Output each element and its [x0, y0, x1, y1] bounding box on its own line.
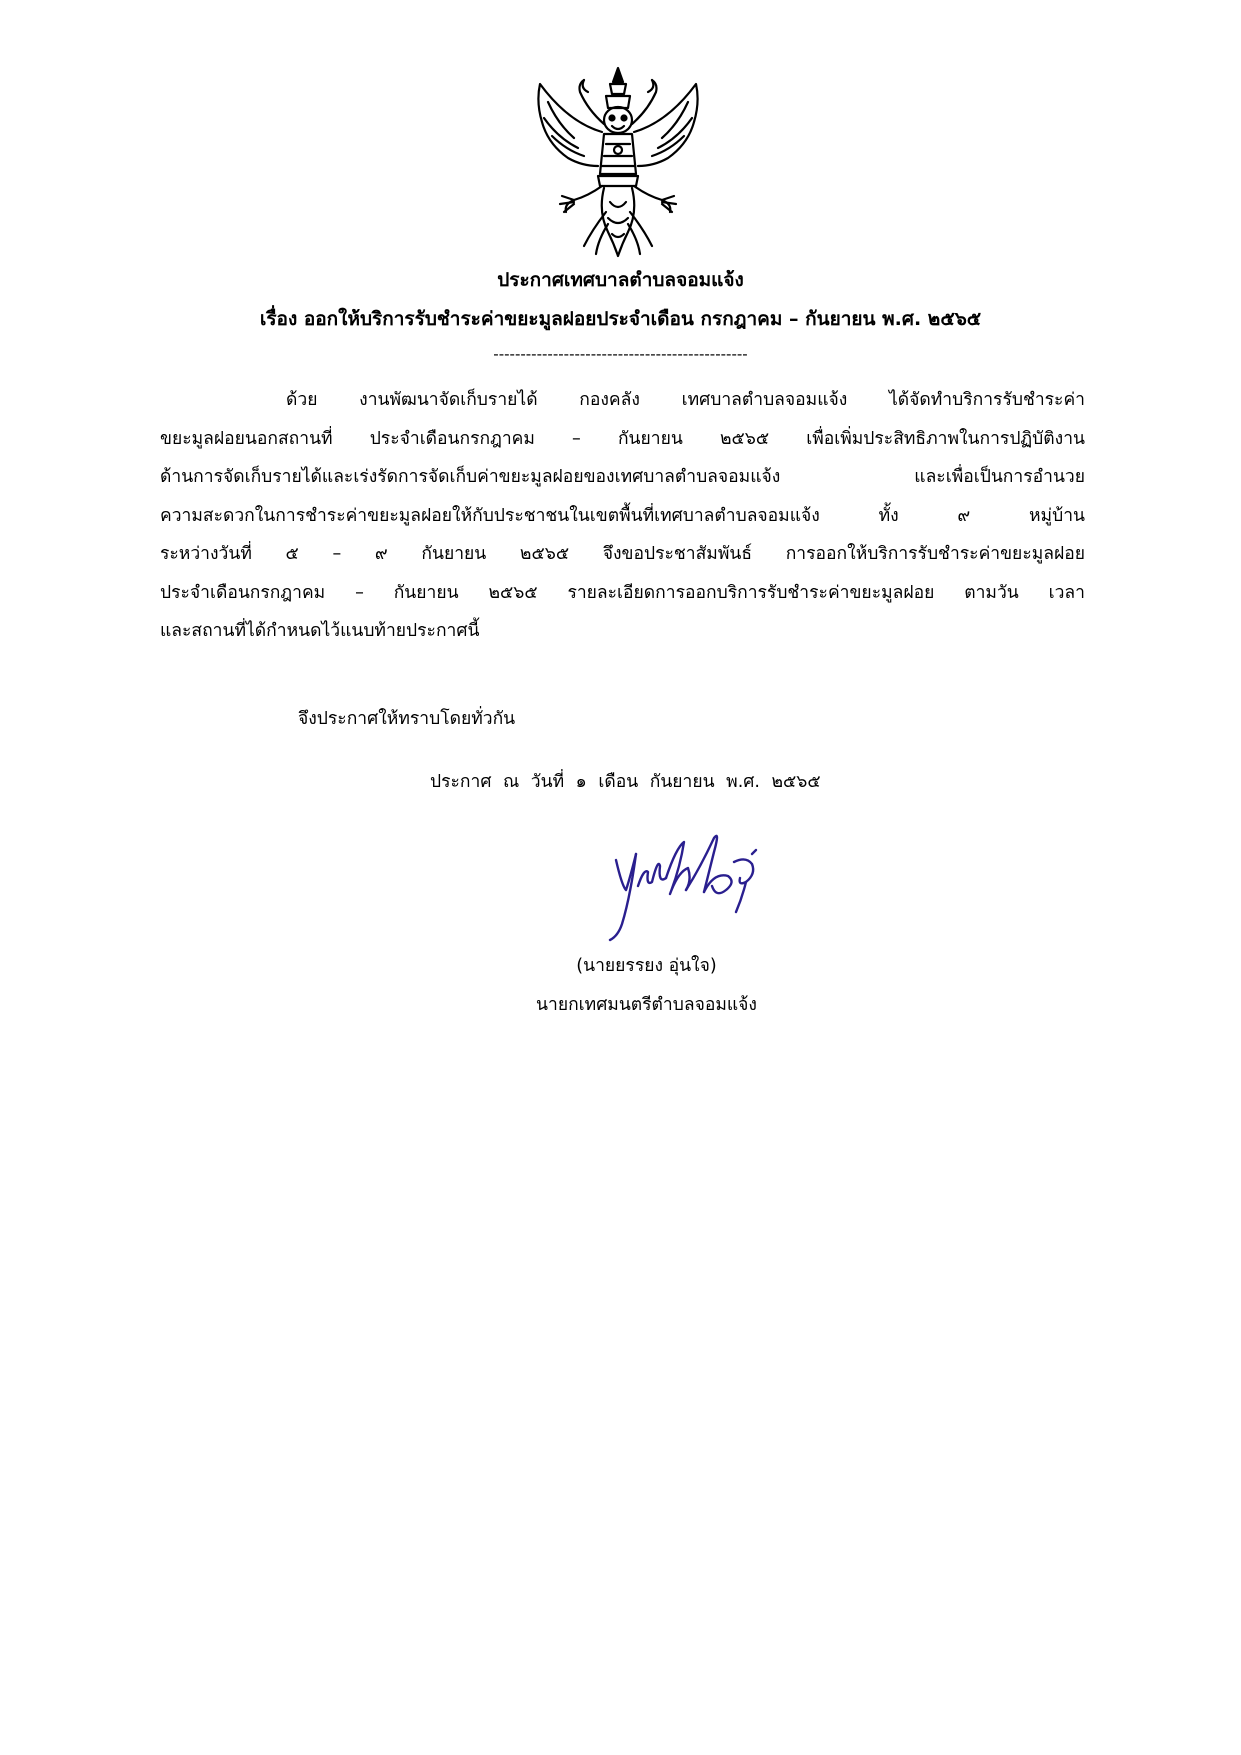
body-line: ระหว่างวันที่ ๕ – ๙ กันยายน ๒๕๖๕ จึงขอประชาสัมพันธ์ การออกให้บริการรับชำระค่าขยะมูลฝอย	[160, 544, 1085, 564]
signer-position: นายกเทศมนตรีตำบลจอมแจ้ง	[536, 995, 757, 1015]
body-line: ขยะมูลฝอยนอกสถานที่ ประจำเดือนกรกฎาคม – กันยายน ๒๕๖๕ เพื่อเพิ่มประสิทธิภาพในการปฏิบัติงาน	[160, 428, 1085, 449]
body-line: ประจำเดือนกรกฎาคม – กันยายน ๒๕๖๕ รายละเอียดการออกบริการรับชำระค่าขยะมูลฝอย ตามวัน เวลา	[160, 582, 1085, 603]
announcement-title: ประกาศเทศบาลตำบลจอมแจ้ง	[497, 269, 744, 291]
body-line: ด้านการจัดเก็บรายได้และเร่งรัดการจัดเก็บค่าขยะมูลฝอยของเทศบาลตำบลจอมแจ้ง และเพื่อเป็นการอำนวย	[160, 467, 1085, 487]
announcement-body	[160, 381, 1085, 651]
announcement-date: ประกาศ ณ วันที่ ๑ เดือน กันยายน พ.ศ. ๒๕๖๕	[430, 772, 821, 792]
signer-name: (นายยรรยง อุ่นใจ)	[576, 956, 717, 976]
announcement-subject: เรื่อง ออกให้บริการรับชำระค่าขยะมูลฝอยประจำเดือน กรกฎาคม – กันยายน พ.ศ. ๒๕๖๕	[259, 308, 982, 330]
body-line: และสถานที่ได้กำหนดไว้แนบท้ายประกาศนี้	[160, 621, 480, 641]
body-line: ด้วย งานพัฒนาจัดเก็บรายได้ กองคลัง เทศบาลตำบลจอมแจ้ง ได้จัดทำบริการรับชำระค่า	[286, 390, 1085, 410]
body-line: ความสะดวกในการชำระค่าขยะมูลฝอยให้กับประชาชนในเขตพื้นที่เทศบาลตำบลจอมแจ้ง ทั้ง ๙ หมู่บ้าน	[160, 505, 1085, 526]
handwritten-signature-icon	[596, 828, 796, 943]
garuda-emblem-icon	[518, 62, 718, 262]
closing-statement: จึงประกาศให้ทราบโดยทั่วกัน	[298, 709, 516, 729]
separator-line: -----------------------------------------------	[493, 345, 748, 363]
